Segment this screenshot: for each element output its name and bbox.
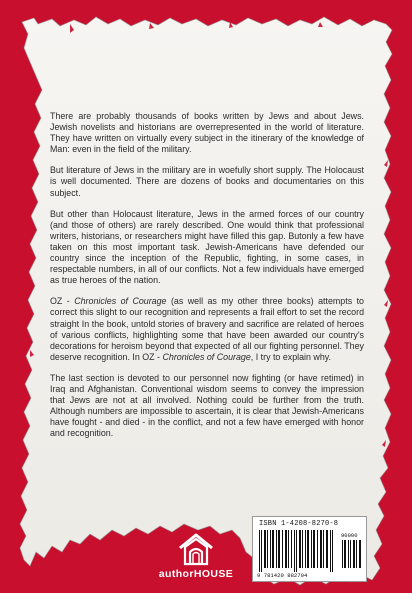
paragraph-5: The last section is devoted to our personnel now fighting (or have retimed) in Iraq and Afghanistan. Conventional wisdom seems to convey the impression that Jews are not at all involved. Nothing could be further from the truth. Although numbers are impossible to ascertain, it is clear that Jewish-Americans have fought - and died - in the conflict, and not a few have emerged with honor and recognition.: [50, 372, 364, 439]
book-title-repeat: Chronicles of Courage: [162, 351, 251, 362]
barcode-digits: 9 781420 882704: [257, 572, 308, 579]
house-icon: [136, 530, 256, 570]
addon-barcode-bars: [342, 540, 362, 568]
barcode-bars: [259, 530, 339, 572]
publisher-name: authorHOUSE: [158, 568, 234, 580]
paragraph-3: But other than Holocaust literature, Jews in the armed forces of our country (and those of others) are rarely described. One would think that professional writers, historians, or researchers might have filled this gap. Butonly a few have taken on this most important task. Jewish-Americans have defended our country since the inception of the Republic, fighting, in some cases, in respectable numbers, in all of our conflicts. Not a few individuals have emerged as true heroes of the nation.: [50, 208, 364, 286]
paragraph-4: [50, 296, 364, 363]
paragraph-1: There are probably thousands of books written by Jews and about Jews. Jewish novelists and historians are overrepresented in the world of literature. They have written on virtually every subject in the itinerary of the knowledge of Man: even in the field of the military.: [50, 111, 364, 155]
paragraph-2: But literature of Jews in the military are in woefully short supply. The Holocaust is well documented. There are dozens of books and documentaries on this subject.: [50, 165, 364, 198]
paragraph-4-lead: OZ -: [50, 296, 75, 307]
isbn-label: ISBN 1-4208-8270-8: [259, 520, 339, 528]
isbn-barcode: [252, 516, 367, 582]
back-cover-text: [50, 111, 364, 449]
book-title: Chronicles of Courage: [74, 296, 167, 307]
publisher-logo: [136, 530, 256, 586]
paragraph-4-body: (as well as my other three books) attempts to correct this slight to our recognition and represents a frail effort to set the record straight In the book, untold stories of bravery and sacrifice are related of heroes of various conflicts, highlighting some that have been awarded our country's decorations for heroism beyond that expected of all our fighting personnel. They deserve recognition. In OZ -: [50, 296, 364, 362]
paragraph-4-tail: , I try to explain why.: [250, 351, 332, 362]
price-addon-code: 90000: [341, 532, 358, 539]
